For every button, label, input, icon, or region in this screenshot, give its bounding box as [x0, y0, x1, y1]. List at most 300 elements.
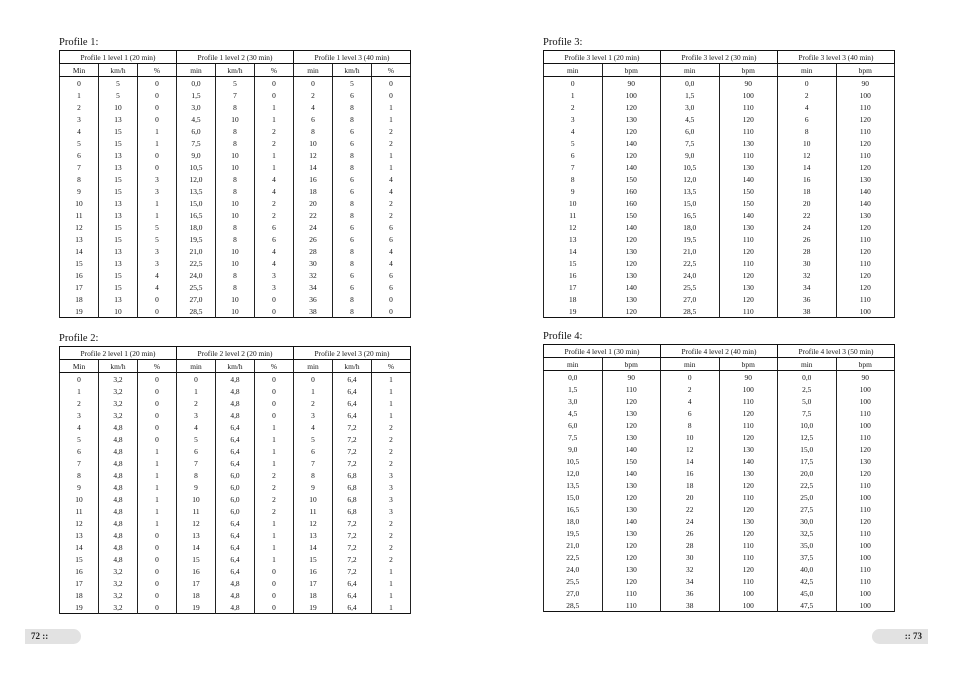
table-row — [544, 527, 895, 539]
table-cell: 120 — [602, 551, 661, 563]
table-cell: 32 — [294, 269, 333, 281]
table-cell: 30 — [294, 257, 333, 269]
table-row — [60, 553, 411, 565]
table-cell: 6,4 — [216, 553, 255, 565]
table-cell: 28,5 — [177, 305, 216, 318]
table-row — [544, 161, 895, 173]
table-cell: 8 — [216, 125, 255, 137]
table-cell: 6,0 — [177, 125, 216, 137]
table-cell: 2 — [255, 209, 294, 221]
table-cell: 27,0 — [177, 293, 216, 305]
table-cell: 140 — [719, 455, 778, 467]
table-row — [544, 551, 895, 563]
table-cell: 18 — [294, 589, 333, 601]
table-cell: 22,5 — [661, 257, 720, 269]
table-row — [544, 101, 895, 113]
table-cell: 100 — [836, 491, 895, 503]
table-cell: 8 — [216, 233, 255, 245]
table-cell: 18 — [778, 185, 837, 197]
table-cell: 6,4 — [333, 373, 372, 386]
table-cell: 6 — [60, 445, 99, 457]
table-cell: 38 — [778, 305, 837, 318]
profile-2-title: Profile 2: — [59, 333, 99, 344]
table-cell: 6,4 — [333, 385, 372, 397]
table-cell: 0,0 — [177, 77, 216, 90]
table-row — [60, 457, 411, 469]
table-cell: 130 — [602, 113, 661, 125]
table-cell: 1 — [372, 373, 411, 386]
column-header: bpm — [602, 64, 661, 77]
profile-2-table — [59, 346, 411, 614]
table-cell: 2 — [372, 517, 411, 529]
table-cell: 1 — [138, 481, 177, 493]
table-cell: 6,4 — [216, 457, 255, 469]
column-header: min — [177, 64, 216, 77]
table-row — [544, 89, 895, 101]
table-row — [60, 577, 411, 589]
table-cell: 2 — [372, 137, 411, 149]
table-cell: 1 — [60, 89, 99, 101]
table-cell: 100 — [836, 419, 895, 431]
table-row — [60, 433, 411, 445]
table-cell: 2 — [255, 481, 294, 493]
table-cell: 1 — [372, 149, 411, 161]
table-cell: 9 — [60, 185, 99, 197]
table-cell: 25,5 — [661, 281, 720, 293]
table-row — [544, 281, 895, 293]
level-header: Profile 4 level 1 (30 min) — [544, 345, 661, 358]
table-cell: 4 — [372, 185, 411, 197]
table-row — [544, 137, 895, 149]
table-cell: 110 — [836, 503, 895, 515]
table-cell: 11 — [544, 209, 603, 221]
table-cell: 2 — [372, 433, 411, 445]
table-cell: 8 — [216, 221, 255, 233]
table-cell: 3 — [372, 505, 411, 517]
table-row — [60, 281, 411, 293]
table-cell: 4,8 — [99, 469, 138, 481]
table-cell: 1 — [138, 505, 177, 517]
table-cell: 110 — [836, 575, 895, 587]
table-cell: 4 — [177, 421, 216, 433]
table-cell: 2 — [294, 89, 333, 101]
table-cell: 7,2 — [333, 529, 372, 541]
table-cell: 1,5 — [661, 89, 720, 101]
table-cell: 20 — [294, 197, 333, 209]
table-cell: 15 — [99, 269, 138, 281]
table-cell: 16,5 — [661, 209, 720, 221]
table-cell: 1 — [255, 161, 294, 173]
table-row — [60, 125, 411, 137]
table-cell: 15 — [294, 553, 333, 565]
table-cell: 1 — [138, 125, 177, 137]
table-cell: 150 — [602, 173, 661, 185]
table-cell: 100 — [836, 587, 895, 599]
table-cell: 1 — [372, 589, 411, 601]
table-cell: 1 — [255, 101, 294, 113]
table-cell: 20,0 — [778, 467, 837, 479]
table-cell: 2,5 — [778, 383, 837, 395]
table-cell: 0 — [138, 113, 177, 125]
table-cell: 1 — [372, 161, 411, 173]
table-cell: 110 — [836, 101, 895, 113]
table-cell: 3,2 — [99, 385, 138, 397]
table-cell: 3,2 — [99, 373, 138, 386]
table-cell: 0 — [138, 161, 177, 173]
table-cell: 90 — [719, 371, 778, 384]
table-cell: 7,2 — [333, 421, 372, 433]
level-header: Profile 1 level 3 (40 min) — [294, 51, 411, 64]
table-row — [544, 293, 895, 305]
table-cell: 130 — [602, 527, 661, 539]
table-cell: 130 — [602, 245, 661, 257]
table-cell: 110 — [719, 551, 778, 563]
table-cell: 10 — [216, 305, 255, 318]
table-cell: 11 — [60, 209, 99, 221]
table-cell: 4,8 — [99, 457, 138, 469]
table-cell: 26 — [294, 233, 333, 245]
column-header: min — [778, 64, 837, 77]
table-cell: 8 — [216, 281, 255, 293]
table-cell: 3,2 — [99, 409, 138, 421]
level-header: Profile 4 level 2 (40 min) — [661, 345, 778, 358]
table-cell: 7 — [216, 89, 255, 101]
table-cell: 30,0 — [778, 515, 837, 527]
table-row — [544, 395, 895, 407]
column-header: % — [372, 64, 411, 77]
table-cell: 120 — [719, 269, 778, 281]
table-cell: 8 — [60, 469, 99, 481]
table-cell: 7 — [544, 161, 603, 173]
table-cell: 7 — [60, 457, 99, 469]
table-cell: 110 — [836, 149, 895, 161]
table-cell: 0 — [60, 373, 99, 386]
table-row — [544, 443, 895, 455]
table-cell: 24,0 — [544, 563, 603, 575]
table-cell: 5 — [138, 233, 177, 245]
table-row — [544, 431, 895, 443]
level-header: Profile 3 level 1 (20 min) — [544, 51, 661, 64]
table-row — [60, 589, 411, 601]
table-cell: 24 — [778, 221, 837, 233]
table-cell: 110 — [719, 419, 778, 431]
table-cell: 7,2 — [333, 457, 372, 469]
table-cell: 10 — [216, 209, 255, 221]
table-cell: 1 — [138, 517, 177, 529]
table-cell: 0 — [372, 77, 411, 90]
profile-4-title: Profile 4: — [543, 331, 583, 342]
table-cell: 7,2 — [333, 565, 372, 577]
table-cell: 14 — [177, 541, 216, 553]
table-cell: 120 — [836, 113, 895, 125]
table-cell: 120 — [836, 467, 895, 479]
table-cell: 19,5 — [544, 527, 603, 539]
table-cell: 0,0 — [544, 371, 603, 384]
level-header: Profile 3 level 3 (40 min) — [778, 51, 895, 64]
table-cell: 140 — [836, 185, 895, 197]
table-cell: 18,0 — [661, 221, 720, 233]
table-cell: 120 — [602, 101, 661, 113]
table-cell: 3,2 — [99, 397, 138, 409]
table-cell: 0,0 — [661, 77, 720, 90]
table-cell: 2 — [255, 505, 294, 517]
table-cell: 0 — [138, 77, 177, 90]
column-header: km/h — [99, 64, 138, 77]
table-cell: 4,8 — [99, 517, 138, 529]
table-cell: 19 — [60, 305, 99, 318]
table-cell: 15 — [544, 257, 603, 269]
column-header: min — [661, 64, 720, 77]
table-cell: 7,5 — [778, 407, 837, 419]
table-cell: 6,8 — [333, 469, 372, 481]
table-cell: 110 — [836, 125, 895, 137]
column-header: min — [778, 358, 837, 371]
table-cell: 13 — [60, 233, 99, 245]
table-row — [60, 233, 411, 245]
table-cell: 0,0 — [778, 371, 837, 384]
table-cell: 1 — [138, 137, 177, 149]
table-cell: 0 — [177, 373, 216, 386]
table-cell: 16,5 — [544, 503, 603, 515]
table-cell: 10 — [544, 197, 603, 209]
table-cell: 140 — [719, 173, 778, 185]
table-cell: 0 — [255, 373, 294, 386]
table-cell: 3 — [60, 409, 99, 421]
table-cell: 25,5 — [177, 281, 216, 293]
table-cell: 9 — [177, 481, 216, 493]
table-cell: 18 — [60, 589, 99, 601]
table-cell: 12 — [778, 149, 837, 161]
table-cell: 4,8 — [99, 433, 138, 445]
table-row — [544, 467, 895, 479]
table-cell: 4 — [294, 101, 333, 113]
table-cell: 150 — [719, 185, 778, 197]
table-cell: 2 — [177, 397, 216, 409]
table-cell: 0 — [138, 553, 177, 565]
table-cell: 130 — [836, 455, 895, 467]
table-cell: 6 — [372, 233, 411, 245]
table-cell: 18 — [60, 293, 99, 305]
table-cell: 25,0 — [778, 491, 837, 503]
table-row — [60, 529, 411, 541]
table-cell: 6 — [333, 221, 372, 233]
table-cell: 1 — [255, 517, 294, 529]
table-cell: 110 — [836, 527, 895, 539]
table-cell: 6 — [544, 149, 603, 161]
column-header: km/h — [333, 360, 372, 373]
table-cell: 8 — [333, 101, 372, 113]
table-cell: 0 — [778, 77, 837, 90]
table-cell: 4,5 — [544, 407, 603, 419]
table-cell: 130 — [602, 269, 661, 281]
table-cell: 120 — [719, 527, 778, 539]
table-cell: 6,8 — [333, 505, 372, 517]
table-cell: 110 — [719, 257, 778, 269]
table-cell: 120 — [602, 305, 661, 318]
table-row — [544, 539, 895, 551]
table-cell: 0 — [255, 577, 294, 589]
table-cell: 130 — [602, 563, 661, 575]
table-cell: 2 — [544, 101, 603, 113]
table-row — [60, 305, 411, 318]
table-cell: 12,0 — [544, 467, 603, 479]
table-row — [544, 305, 895, 318]
table-cell: 8 — [333, 149, 372, 161]
table-cell: 120 — [602, 395, 661, 407]
table-row — [544, 113, 895, 125]
column-header: % — [138, 64, 177, 77]
table-cell: 110 — [719, 125, 778, 137]
table-cell: 3 — [544, 113, 603, 125]
table-cell: 10,5 — [661, 161, 720, 173]
table-cell: 10 — [661, 431, 720, 443]
table-cell: 10,5 — [544, 455, 603, 467]
table-cell: 6,4 — [216, 421, 255, 433]
table-cell: 10,0 — [778, 419, 837, 431]
column-header: min — [177, 360, 216, 373]
table-cell: 6,0 — [544, 419, 603, 431]
table-cell: 4 — [294, 421, 333, 433]
table-cell: 1 — [294, 385, 333, 397]
table-cell: 4,8 — [216, 409, 255, 421]
table-cell: 13 — [544, 233, 603, 245]
table-row — [544, 515, 895, 527]
table-cell: 15 — [99, 233, 138, 245]
table-cell: 10 — [778, 137, 837, 149]
table-cell: 12 — [294, 149, 333, 161]
table-cell: 19 — [177, 601, 216, 614]
table-cell: 13,5 — [544, 479, 603, 491]
table-cell: 5 — [216, 77, 255, 90]
table-cell: 10 — [60, 197, 99, 209]
table-cell: 35,0 — [778, 539, 837, 551]
table-cell: 0 — [138, 421, 177, 433]
table-cell: 6 — [661, 407, 720, 419]
table-cell: 8 — [333, 245, 372, 257]
table-row — [60, 541, 411, 553]
table-cell: 6 — [294, 445, 333, 457]
table-cell: 9 — [294, 481, 333, 493]
table-cell: 6,8 — [333, 481, 372, 493]
table-cell: 15 — [99, 137, 138, 149]
table-cell: 90 — [602, 77, 661, 90]
table-cell: 0 — [661, 371, 720, 384]
table-cell: 4,8 — [216, 601, 255, 614]
table-cell: 6,0 — [661, 125, 720, 137]
table-cell: 6 — [60, 149, 99, 161]
table-cell: 13 — [99, 113, 138, 125]
table-cell: 6,4 — [216, 517, 255, 529]
table-cell: 6 — [778, 113, 837, 125]
table-cell: 4,8 — [99, 541, 138, 553]
column-header: bpm — [836, 358, 895, 371]
table-cell: 4,8 — [99, 505, 138, 517]
table-cell: 16 — [661, 467, 720, 479]
table-cell: 15 — [60, 553, 99, 565]
table-cell: 2 — [372, 529, 411, 541]
table-cell: 6,0 — [216, 493, 255, 505]
table-row — [60, 409, 411, 421]
table-cell: 12,0 — [177, 173, 216, 185]
table-cell: 120 — [719, 431, 778, 443]
table-cell: 3 — [138, 257, 177, 269]
table-cell: 110 — [719, 491, 778, 503]
table-cell: 120 — [836, 245, 895, 257]
table-cell: 6 — [294, 113, 333, 125]
table-cell: 1 — [255, 433, 294, 445]
table-cell: 120 — [836, 281, 895, 293]
table-cell: 4,8 — [99, 481, 138, 493]
table-cell: 15 — [177, 553, 216, 565]
table-row — [544, 221, 895, 233]
table-cell: 7,2 — [333, 553, 372, 565]
table-cell: 110 — [719, 149, 778, 161]
column-header: bpm — [836, 64, 895, 77]
table-cell: 13 — [60, 529, 99, 541]
table-cell: 6 — [255, 221, 294, 233]
table-row — [544, 383, 895, 395]
table-cell: 16 — [294, 173, 333, 185]
table-cell: 140 — [602, 281, 661, 293]
table-cell: 110 — [836, 563, 895, 575]
table-cell: 16,5 — [177, 209, 216, 221]
table-cell: 24 — [294, 221, 333, 233]
table-cell: 4 — [372, 245, 411, 257]
table-cell: 0 — [255, 89, 294, 101]
table-cell: 16 — [177, 565, 216, 577]
table-cell: 140 — [602, 515, 661, 527]
table-cell: 110 — [719, 233, 778, 245]
table-row — [60, 385, 411, 397]
column-header: bpm — [719, 358, 778, 371]
table-row — [60, 89, 411, 101]
table-cell: 2 — [294, 397, 333, 409]
table-cell: 13 — [99, 293, 138, 305]
table-cell: 15 — [99, 281, 138, 293]
table-row — [60, 149, 411, 161]
table-cell: 26 — [661, 527, 720, 539]
table-cell: 90 — [602, 371, 661, 384]
table-cell: 8 — [544, 173, 603, 185]
table-row — [60, 565, 411, 577]
table-cell: 8 — [333, 209, 372, 221]
table-row — [60, 77, 411, 90]
table-cell: 3,0 — [544, 395, 603, 407]
table-cell: 4 — [372, 173, 411, 185]
table-cell: 13 — [99, 149, 138, 161]
table-cell: 1 — [60, 385, 99, 397]
table-row — [60, 221, 411, 233]
column-header: bpm — [602, 358, 661, 371]
table-cell: 4 — [372, 257, 411, 269]
table-cell: 10 — [216, 257, 255, 269]
table-cell: 6 — [333, 281, 372, 293]
table-cell: 120 — [836, 137, 895, 149]
table-cell: 100 — [836, 383, 895, 395]
table-cell: 4,8 — [216, 397, 255, 409]
table-cell: 8 — [333, 113, 372, 125]
table-row — [60, 185, 411, 197]
table-cell: 100 — [836, 89, 895, 101]
column-header: min — [544, 64, 603, 77]
table-row — [544, 245, 895, 257]
table-cell: 120 — [719, 113, 778, 125]
table-row — [60, 293, 411, 305]
table-cell: 28,5 — [661, 305, 720, 318]
table-cell: 14 — [661, 455, 720, 467]
table-cell: 0 — [255, 565, 294, 577]
table-cell: 0 — [138, 397, 177, 409]
